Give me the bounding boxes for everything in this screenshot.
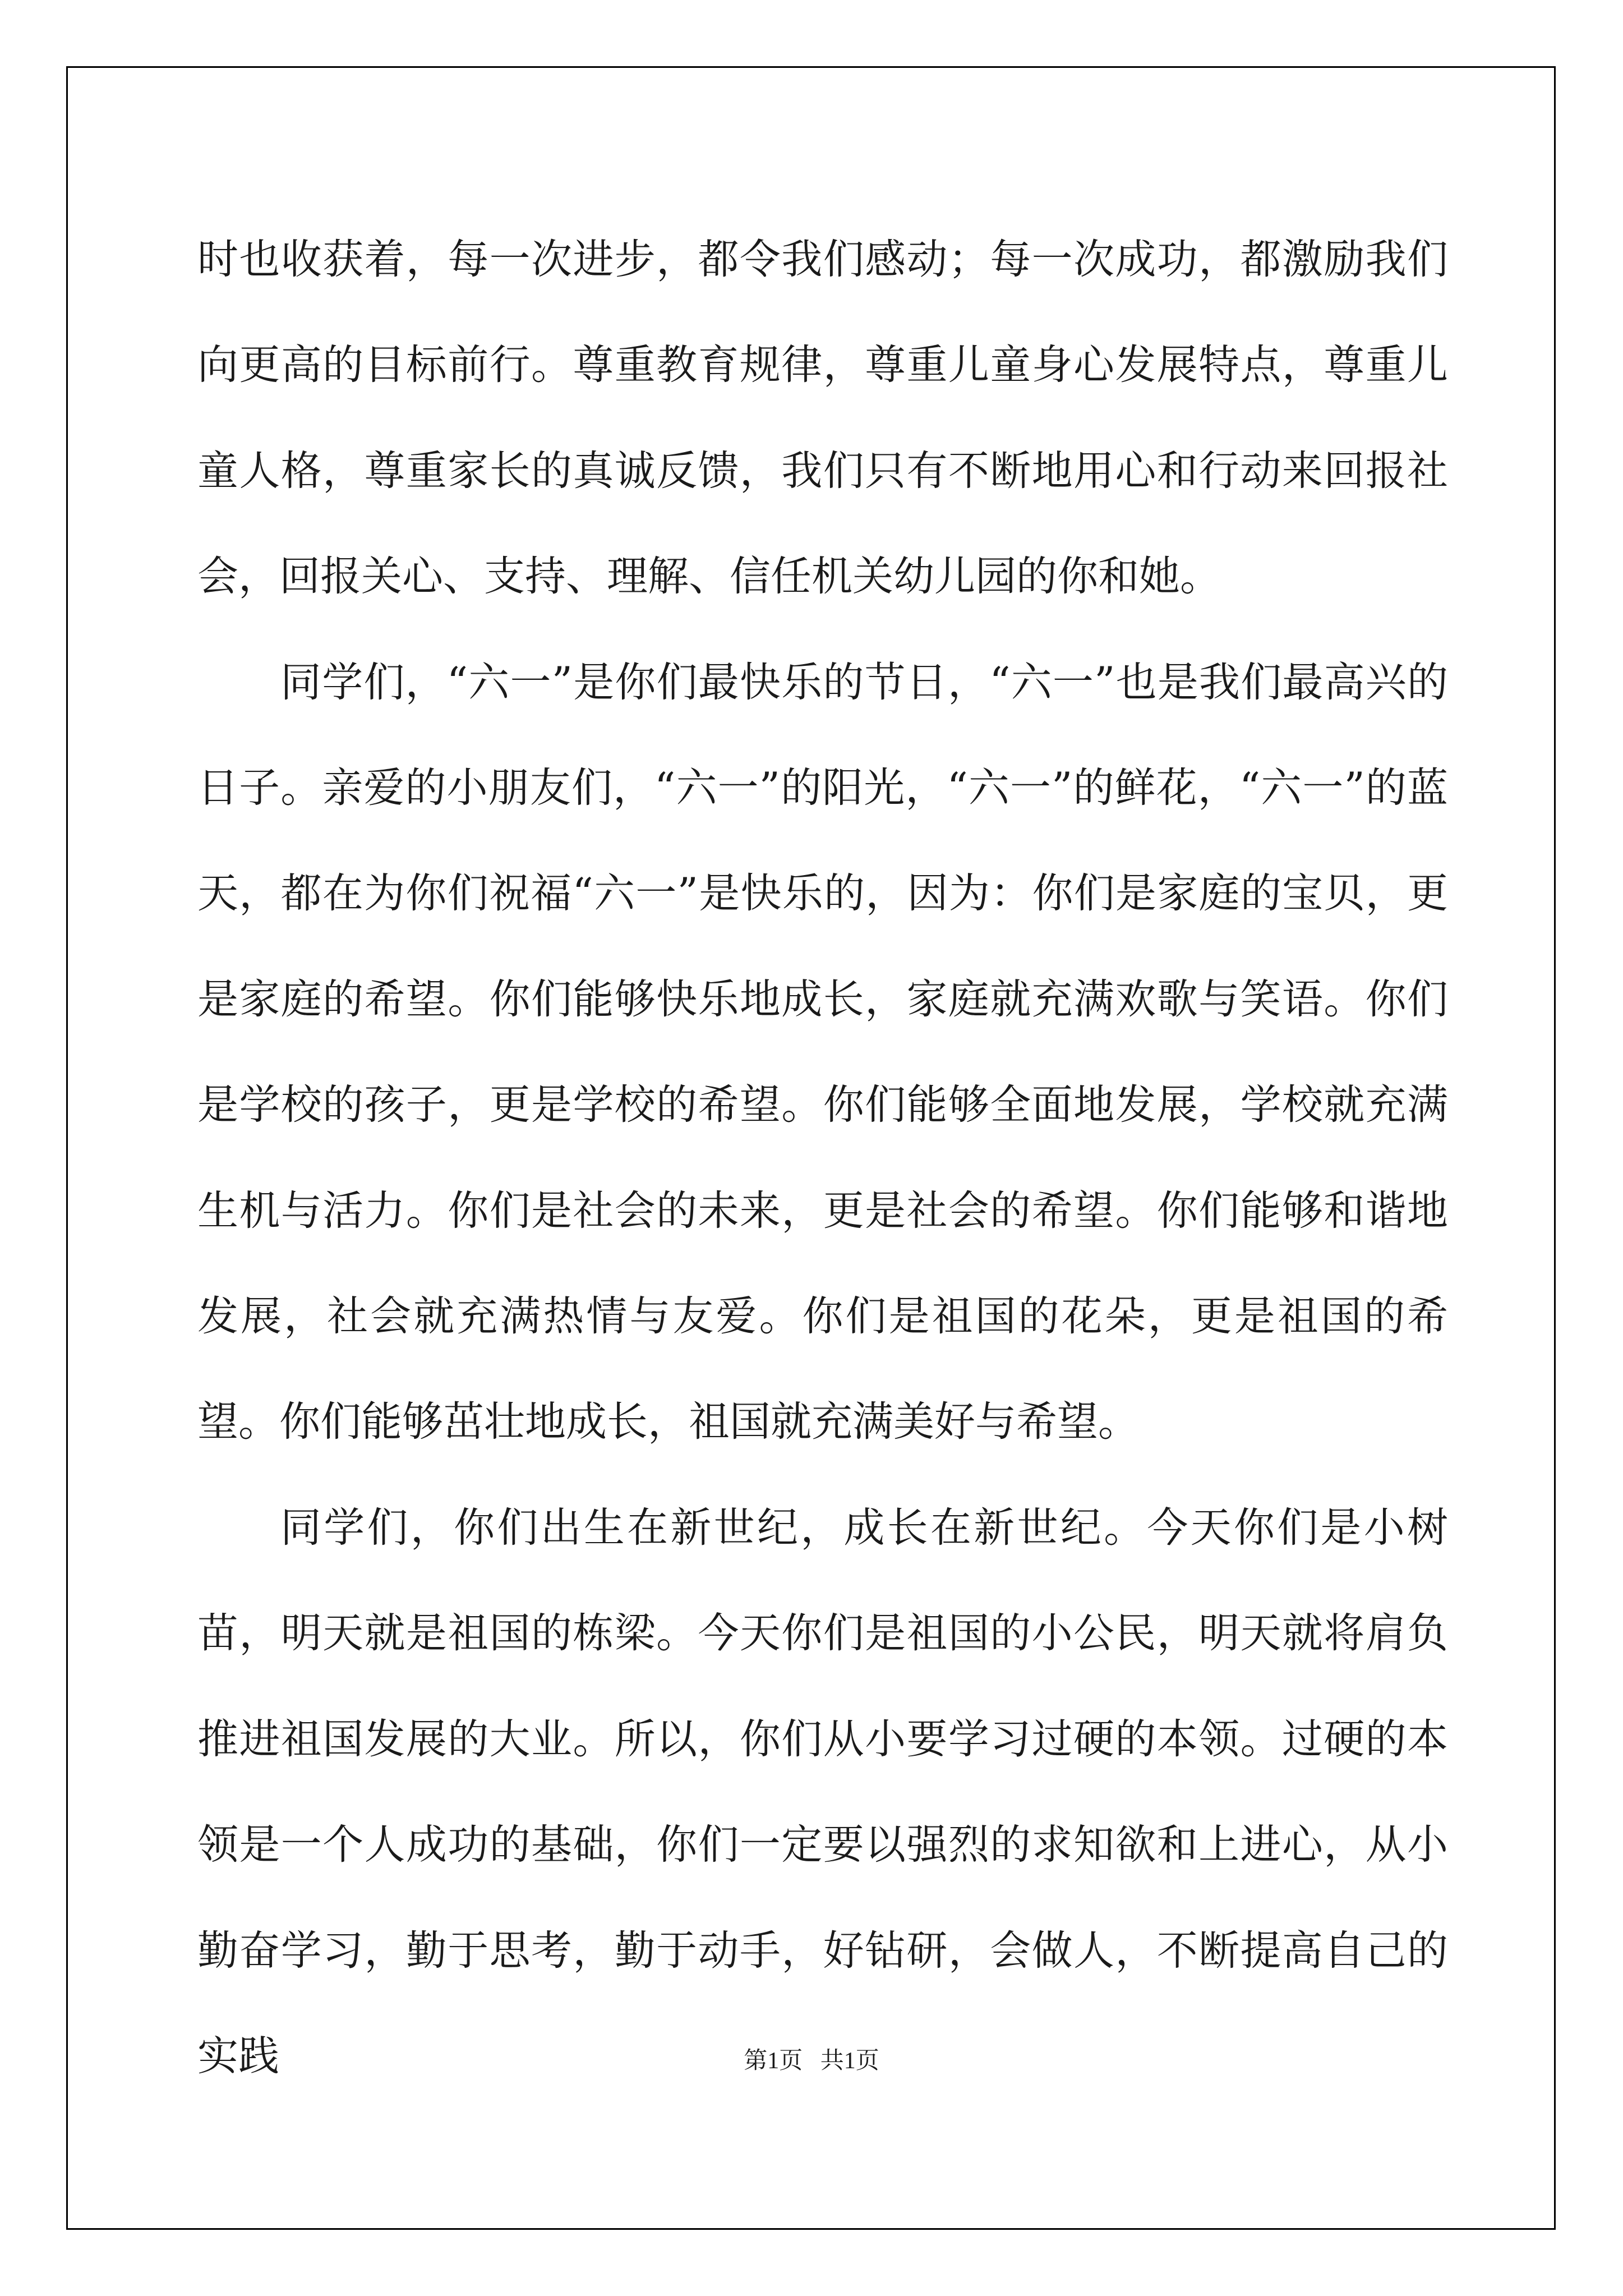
paragraph: 同学们，你们出生在新世纪，成长在新世纪。今天你们是小树苗，明天就是祖国的栋梁。今天你们是祖国的小公民，明天就将肩负推进祖国发展的大业。所以，你们从小要学习过硬的本领。过硬的本领是一个人成功的基础，你们一定要以强烈的求知欲和上进心，从小勤奋学习，勤于思考，勤于动手，好钻研，会做人，不断提高自己的实践 bbox=[197, 1503, 1448, 2080]
document-body bbox=[197, 207, 1448, 2109]
page-footer: 第1页 共1页 bbox=[744, 2048, 879, 2074]
paragraph: 同学们，“六一”是你们最快乐的节日，“六一”也是我们最高兴的日子。亲爱的小朋友们，“六一”的阳光，“六一”的鲜花，“六一”的蓝天，都在为你们祝福“六一”是快乐的，因为：你们是家庭的宝贝，更是家庭的希望。你们能够快乐地成长，家庭就充满欢歌与笑语。你们是学校的孩子，更是学校的希望。你们能够全面地发展，学校就充满生机与活力。你们是社会的未来，更是社会的希望。你们能够和谐地发展，社会就充满热情与友爱。你们是祖国的花朵，更是祖国的希望。你们能够茁壮地成长，祖国就充满美好与希望。 bbox=[197, 658, 1448, 1446]
paragraph-continued: 时也收获着，每一次进步，都令我们感动；每一次成功，都激励我们向更高的目标前行。尊重教育规律，尊重儿童身心发展特点，尊重儿童人格，尊重家长的真诚反馈，我们只有不断地用心和行动来回报社会，回报关心、支持、理解、信任机关幼儿园的你和她。 bbox=[197, 236, 1448, 601]
